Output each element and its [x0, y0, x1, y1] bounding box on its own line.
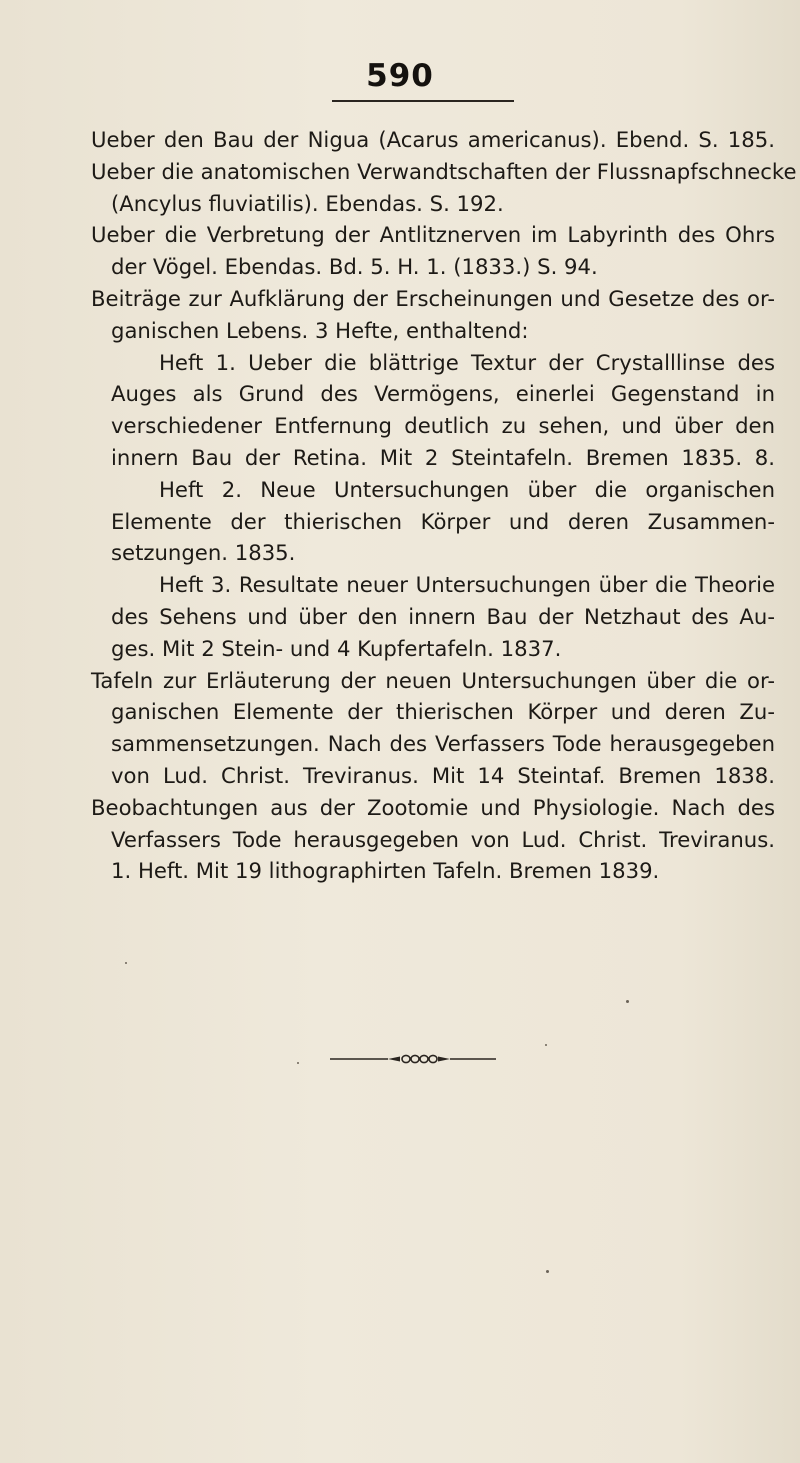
- text-line: Beiträge zur Aufklärung der Erscheinungen und Gesetze des or-: [91, 285, 775, 311]
- text-line: Heft 1. Ueber die blättrige Textur der Crystalllinse des: [159, 349, 775, 375]
- text-line: Tafeln zur Erläuterung der neuen Untersuchungen über die or-: [91, 667, 775, 693]
- text-line: Auges als Grund des Vermögens, einerlei Gegenstand in: [111, 381, 775, 407]
- text-line: Elemente der thierischen Körper und deren Zusammen-: [111, 508, 775, 534]
- text-line: Ueber den Bau der Nigua (Acarus americanus). Ebend. S. 185.: [91, 127, 775, 152]
- text-line: der Vögel. Ebendas. Bd. 5. H. 1. (1833.) S. 94.: [111, 254, 598, 280]
- text-line: Ueber die Verbretung der Antlitznerven im Labyrinth des Ohrs: [91, 222, 775, 248]
- page-number: 590: [366, 58, 434, 94]
- text-line: ges. Mit 2 Stein- und 4 Kupfertafeln. 1837.: [111, 635, 562, 661]
- text-line: Verfassers Tode herausgegeben von Lud. Christ. Treviranus.: [111, 826, 775, 852]
- text-line: ganischen Lebens. 3 Hefte, enthaltend:: [111, 317, 529, 343]
- paper-speck: [546, 1270, 549, 1273]
- bibliography-text: [91, 124, 797, 887]
- text-line: ganischen Elemente der thierischen Körper und deren Zu-: [111, 699, 775, 725]
- text-line: Beobachtungen aus der Zootomie und Physiologie. Nach des: [91, 794, 775, 820]
- paper-speck: [125, 962, 127, 964]
- paper-speck: [297, 1062, 299, 1064]
- text-line: sammensetzungen. Nach des Verfassers Tode herausgegeben: [111, 731, 775, 757]
- text-line: Heft 3. Resultate neuer Untersuchungen über die Theorie: [159, 572, 775, 598]
- text-line: des Sehens und über den innern Bau der Netzhaut des Au-: [111, 603, 775, 629]
- paper-speck: [545, 1044, 547, 1046]
- text-line: setzungen. 1835.: [111, 540, 296, 566]
- text-line: Ueber die anatomischen Verwandtschaften der Flussnapfschnecke: [91, 158, 797, 184]
- text-line: (Ancylus fluviatilis). Ebendas. S. 192.: [111, 190, 504, 216]
- text-line: innern Bau der Retina. Mit 2 Steintafeln. Bremen 1835. 8.: [111, 444, 775, 470]
- text-line: von Lud. Christ. Treviranus. Mit 14 Steintaf. Bremen 1838.: [111, 762, 775, 788]
- text-line: Heft 2. Neue Untersuchungen über die organischen: [159, 476, 775, 502]
- end-ornament: [330, 1053, 496, 1065]
- text-line: verschiedener Entfernung deutlich zu sehen, und über den: [111, 413, 775, 439]
- header-rule: [332, 100, 514, 102]
- paper-speck: [626, 1000, 629, 1003]
- text-line: 1. Heft. Mit 19 lithographirten Tafeln. Bremen 1839.: [111, 858, 660, 884]
